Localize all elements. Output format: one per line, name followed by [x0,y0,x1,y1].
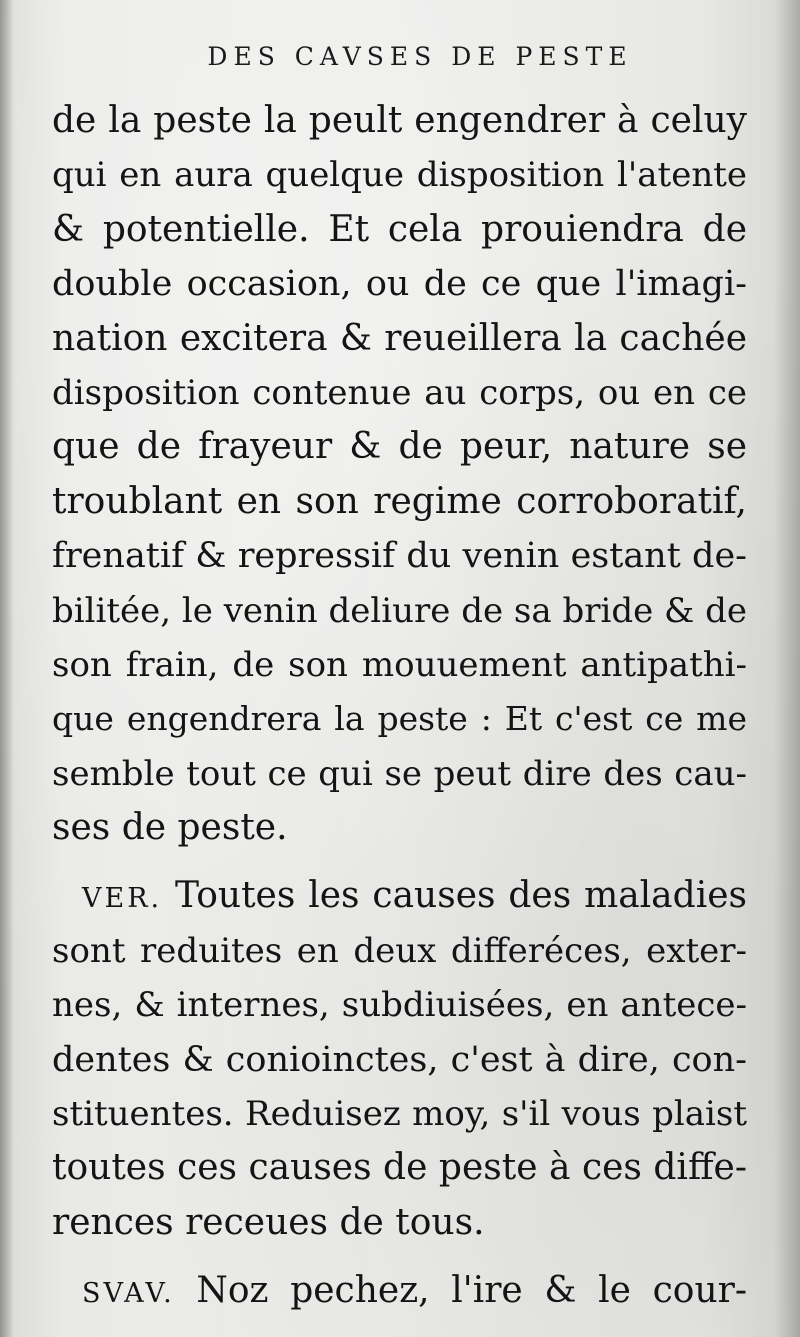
text-line: & potentielle. Et cela prouiendra de [52,208,747,250]
text-line: que engendrera la peste : Et c'est ce me [52,699,747,739]
speaker-line-text: Noz pechez, l'ire & le cour- [196,1270,747,1312]
running-header: DES CAVSES DE PESTE [207,42,633,71]
text-line: semble tout ce qui se peut dire des cau- [52,753,747,794]
text-line: nes, & internes, subdiuisées, en antece- [52,985,747,1026]
text-line: nation excitera & reueillera la cachée [52,317,747,359]
text-line: bilitée, le venin deliure de sa bride & de [52,590,747,631]
text-line: stituentes. Reduisez moy, s'il vous plaist [52,1094,747,1135]
page-right-shadow [774,0,800,1337]
text-line: double occasion, ou de ce que l'imagi- [52,264,747,305]
speaker-svav: SVAV. [82,1278,175,1310]
text-line [52,869,747,923]
paragraph-gap [52,855,747,869]
text-line: son frain, de son mouuement antipathi- [52,644,747,685]
text-line: qui en aura quelque disposition l'atente [52,155,747,196]
text-line: toutes ces causes de peste à ces diffe- [52,1147,747,1189]
body-text [52,94,747,1319]
text-line: troublant en son regime corroboratif, [52,480,747,522]
text-line: sont reduites en deux differéces, exter- [52,930,747,971]
text-line: dentes & conioinctes, c'est à dire, con- [52,1039,747,1080]
speaker-ver: VER. [82,883,163,915]
text-line: frenatif & repressif du venin estant de- [52,536,747,577]
text-line: de la peste la peult engendrer à celuy [52,100,747,141]
speaker-line-text: Toutes les causes des maladies [175,875,747,917]
text-line: rences receues de tous. [52,1201,485,1243]
text-line: que de frayeur & de peur, nature se [52,426,747,468]
page-left-shadow [0,0,14,1337]
text-line [52,1264,747,1318]
text-line: disposition contenue au corps, ou en ce [52,372,747,413]
text-line: ses de peste. [52,807,288,849]
paragraph-gap [52,1250,747,1264]
